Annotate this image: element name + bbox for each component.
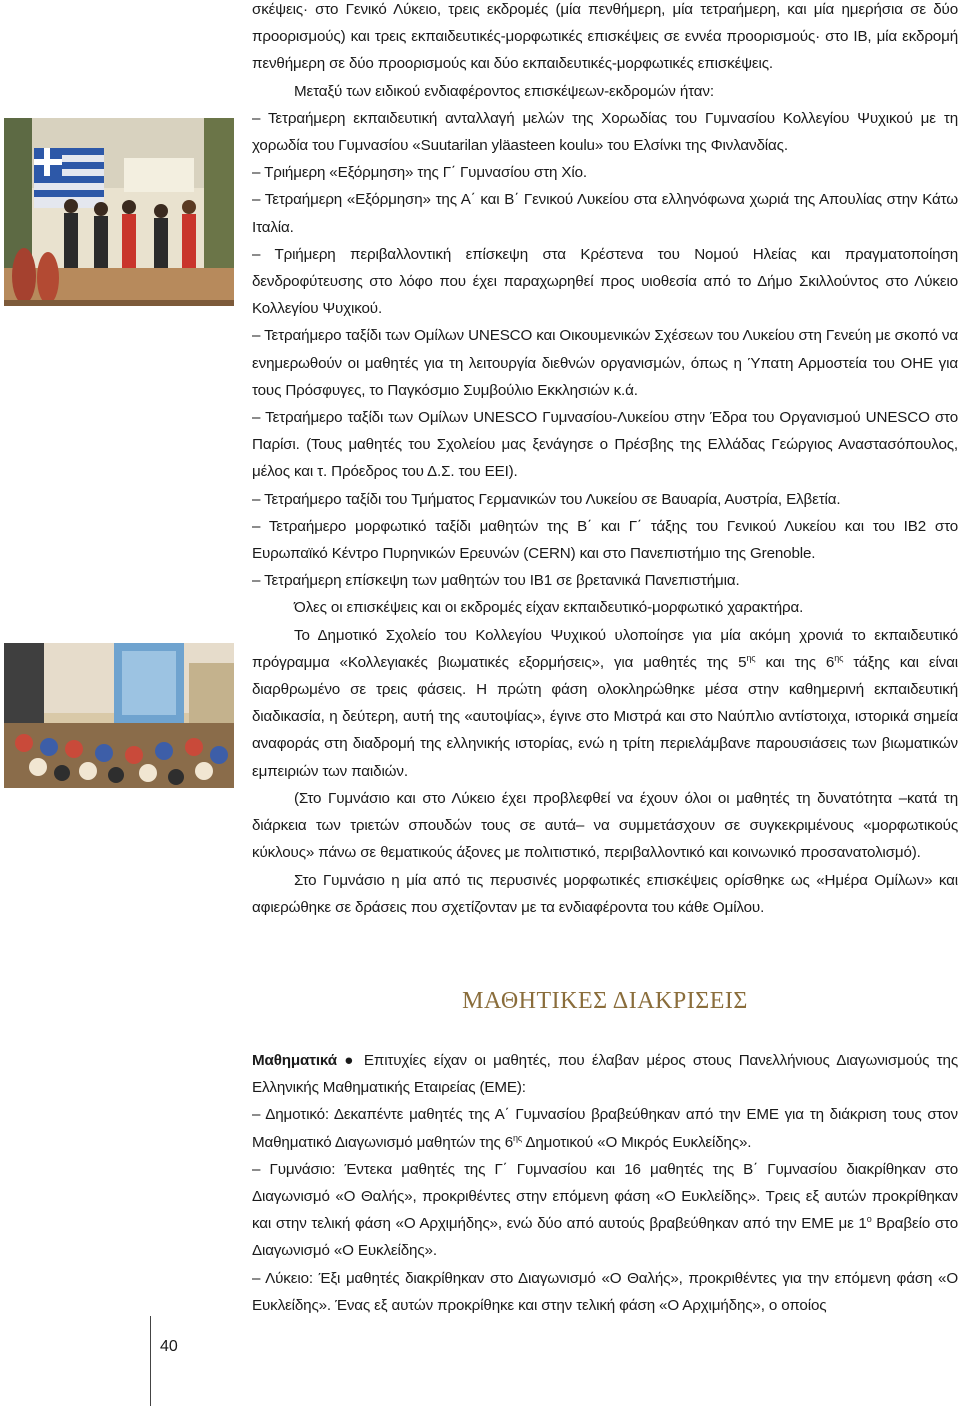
- visit-item: – Τριήμερη «Εξόρμηση» της Γ΄ Γυμνασίου στη Χίο.: [252, 164, 587, 182]
- choir-concert-photo: [4, 118, 234, 306]
- section-heading: ΜΑΘΗΤΙΚΕΣ ΔΙΑΚΡΙΣΕΙΣ: [462, 988, 748, 1014]
- math-lyceum-item: – Λύκειο: Έξι μαθητές διακρίθηκαν στο Διαγωνισμό «Ο Θαλής», προκριθέντες για την επόμενη φάση «Ο Ευκλείδης». Ένας εξ αυτών προκρίθηκε και στην τελική φάση «Ο Αρχιμήδης», ο οποίος: [252, 1269, 958, 1314]
- page-number: 40: [160, 1338, 178, 1355]
- visit-item: – Τετραήμερο ταξίδι του Τμήματος Γερμανικών του Λυκείου σε Βαυαρία, Αυστρία, Ελβετία.: [252, 490, 841, 508]
- visits-lead: Μεταξύ των ειδικού ενδιαφέροντος επισκέψεων-εκδρομών ήταν:: [294, 82, 714, 100]
- text-column-bottom: [252, 1047, 958, 1319]
- bullet-icon: ●: [344, 1052, 357, 1069]
- primary-school-paragraph: Το Δημοτικό Σχολείο του Κολλεγίου Ψυχικού υλοποίησε για μία ακόμη χρονιά το εκπαιδευτικό πρόγραμμα «Κολλεγιακές βιωματικές εξορμήσεις», για μαθητές της $5^{\eta\varsigma}$ και της $6^{\eta\varsigma}$ τάξης και είναι διαρθρωμένο σε τρεις φάσεις. Η πρώτη φάση ολοκληρώθηκε μέσα στην καθημερινή εκπαιδευτική διαδικασία, η δεύτερη, αυτή της «αυτοψίας», έγινε στο Μιστρά και στο Ναύπλιο αντίστοιχα, ιστορικά σημεία αναφοράς στη διαδρομή της ελληνικής ιστορίας, ενώ η τρίτη περιελάμβανε παρουσιάσεις των βιωματικών εμπειριών των παιδιών.: [252, 626, 958, 780]
- visit-item: – Τετραήμερο ταξίδι των Ομίλων UNESCO Γυμνασίου-Λυκείου στην Έδρα του Οργανισμού UNESCO στο Παρίσι. (Τους μαθητές του Σχολείου μας ξενάγησε ο Πρέσβης της Ελλάδας Γεώργιος Αναστασόπουλος, μέλος και τ. Πρόεδρος του Δ.Σ. του ΕΕΙ).: [252, 409, 958, 481]
- gymnasium-lyceum-paragraph: (Στο Γυμνάσιο και στο Λύκειο έχει προβλεφθεί να έχουν όλοι οι μαθητές τη δυνατότητα –κατά τη διάρκεια των τριετών σπουδών τους σε αυτά– να συμμετάσχουν σε συγκεκριμένους «μορφωτικούς κύκλους» πάνω σε θεματικούς άξονες με πολιτιστικό, περιβαλλοντικό και κοινωνικό προσανατολισμό).: [252, 789, 958, 862]
- visit-item: – Τριήμερη περιβαλλοντική επίσκεψη στα Κρέστενα του Νομού Ηλείας και πραγματοποίηση δενδροφύτευσης στο λόφο που έχει παραχωρηθεί προς υιοθεσία από το Δήμο Σκιλλούντος στο Λύκειο Κολλεγίου Ψυχικού.: [252, 245, 958, 318]
- visit-item: – Τετραήμερη «Εξόρμηση» της Α΄ και Β΄ Γενικού Λυκείου στα ελληνόφωνα χωριά της Απουλίας στην Κάτω Ιταλία.: [252, 191, 958, 236]
- text-column-top: [252, 0, 958, 921]
- page-divider-line: [150, 1316, 151, 1406]
- visit-item: – Τετραήμερο ταξίδι των Ομίλων UNESCO και Οικουμενικών Σχέσεων του Λυκείου στη Γενεύη με σκοπό να ενημερωθούν οι μαθητές για τη λειτουργία διεθνών οργανισμών, όπως η Ύπατη Αρμοστεία του ΟΗΕ για τους Πρόσφυγες, το Παγκόσμιο Συμβούλιο Εκκλησιών κ.ά.: [252, 327, 958, 399]
- clubs-day-paragraph: Στο Γυμνάσιο η μία από τις περυσινές μορφωτικές επισκέψεις ορίσθηκε ως «Ημέρα Ομίλων» και αφιερώθηκε σε δράσεις που σχετίζονταν με τα ενδιαφέροντα του κάθε Ομίλου.: [252, 871, 958, 916]
- visit-item: – Τετραήμερη εκπαιδευτική ανταλλαγή μελών της Χορωδίας του Γυμνασίου Κολλεγίου Ψυχικού με τη χορωδία του Γυμνασίου «Suutarilan yläasteen koulu» του Ελσίνκι της Φινλανδίας.: [252, 109, 958, 155]
- visit-item: – Τετραήμερο μορφωτικό ταξίδι μαθητών της Β΄ και Γ΄ τάξης του Γενικού Λυκείου και του IB2 στο Ευρωπαϊκό Κέντρο Πυρηνικών Ερευνών (CERN) και στο Πανεπιστήμιο της Grenoble.: [252, 517, 958, 563]
- math-primary-item: – Δημοτικό: Δεκαπέντε μαθητές της Α΄ Γυμνασίου βραβεύθηκαν από την ΕΜΕ για τη διάκριση τους στον Μαθηματικό Διαγωνισμό μαθητών της $6^{\eta\varsigma}$ Δημοτικού «Ο Μικρός Ευκλείδης».: [252, 1106, 958, 1151]
- summary-paragraph: Όλες οι επισκέψεις και οι εκδρομές είχαν εκπαιδευτικό-μορφωτικό χαρακτήρα.: [294, 599, 804, 617]
- choir-concert-illustration: [4, 118, 234, 306]
- math-lead-paragraph: Μαθηματικά ● Επιτυχίες είχαν οι μαθητές, που έλαβαν μέρος στους Πανελλήνιους Διαγωνισμούς της Ελληνικής Μαθηματικής Εταιρείας (ΕΜΕ):: [252, 1052, 958, 1097]
- intro-paragraph: σκέψεις· στο Γενικό Λύκειο, τρεις εκδρομές (μία πενθήμερη, μία τετραήμερη, και μία ημερήσια σε δύο προορισμούς) και τρεις εκπαιδευτικές-μορφωτικές επισκέψεις σε εννέα προορισμούς· στο IB, μία εκδρομή πενθήμερη σε δύο προορισμούς και δύο εκπαιδευτικές-μορφωτικές επισκέψεις.: [252, 1, 958, 73]
- children-audience-illustration: [4, 643, 234, 788]
- math-gymnasium-item: – Γυμνάσιο: Έντεκα μαθητές της Γ΄ Γυμνασίου και 16 μαθητές της Β΄ Γυμνασίου διακρίθηκαν στο Διαγωνισμό «Ο Θαλής», προκριθέντες στην επόμενη φάση «Ο Ευκλείδης». Τρεις εξ αυτών προκρίθηκαν και στην τελική φάση «Ο Αρχιμήδης», ενώ δύο από αυτούς βραβεύθηκαν από την ΕΜΕ με $1^o$ Βραβείο στο Διαγωνισμό «Ο Ευκλείδης».: [252, 1160, 958, 1260]
- children-audience-photo: [4, 643, 234, 788]
- visit-item: – Τετραήμερη επίσκεψη των μαθητών του IB1 σε βρετανικά Πανεπιστήμια.: [252, 572, 740, 590]
- math-label: Μαθηματικά: [252, 1052, 337, 1069]
